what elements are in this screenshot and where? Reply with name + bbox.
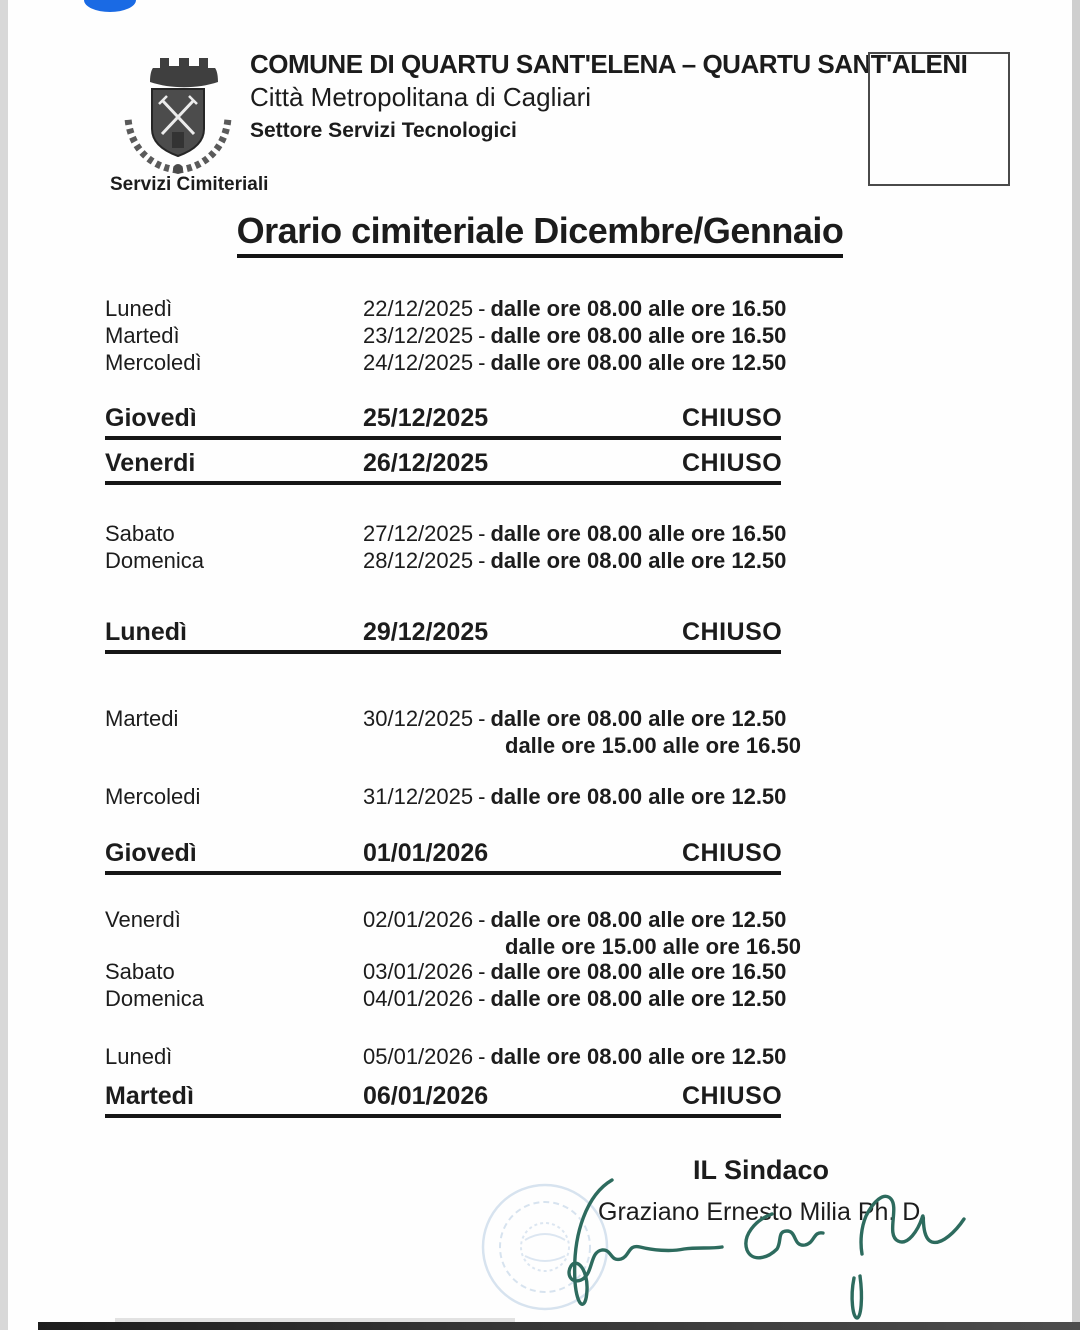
day-label: Domenica xyxy=(105,548,205,573)
signature-and-stamp xyxy=(470,1160,990,1328)
date-label: 27/12/2025 xyxy=(363,521,474,546)
date-label: 22/12/2025 xyxy=(363,296,474,321)
closed-underline xyxy=(105,436,781,440)
time-label: dalle ore 08.00 alle ore 16.50 xyxy=(490,323,787,348)
letterhead xyxy=(250,48,967,144)
date-label: 04/01/2026 xyxy=(363,986,474,1011)
document-title: Orario cimiteriale Dicembre/Gennaio xyxy=(0,210,1080,252)
separator: - xyxy=(478,521,486,546)
day-label: Sabato xyxy=(105,521,175,546)
time-label-2: dalle ore 15.00 alle ore 16.50 xyxy=(505,934,801,959)
office-label: Servizi Cimiteriali xyxy=(110,174,269,195)
day-label: Martedi xyxy=(105,706,179,731)
time-label: dalle ore 08.00 alle ore 16.50 xyxy=(490,959,787,984)
closed-badge: CHIUSO xyxy=(682,449,783,477)
separator: - xyxy=(478,296,486,321)
closed-underline xyxy=(105,481,781,485)
date-label: 26/12/2025 xyxy=(363,449,489,477)
date-label: 23/12/2025 xyxy=(363,323,474,348)
closed-underline xyxy=(105,871,781,875)
metropolitan-city-label: Città Metropolitana di Cagliari xyxy=(250,82,592,113)
day-label: Mercoledi xyxy=(105,784,201,809)
date-label: 28/12/2025 xyxy=(363,548,474,573)
date-label: 03/01/2026 xyxy=(363,959,474,984)
empty-stamp-box xyxy=(868,52,1010,186)
separator: - xyxy=(478,959,486,984)
day-label: Lunedì xyxy=(105,296,173,321)
municipality-name: COMUNE DI QUARTU SANT'ELENA – QUARTU SANT'ALENI xyxy=(250,49,968,79)
time-label: dalle ore 08.00 alle ore 16.50 xyxy=(490,521,787,546)
day-label: Giovedì xyxy=(105,404,197,432)
date-label: 31/12/2025 xyxy=(363,784,474,809)
day-label: Lunedì xyxy=(105,1044,173,1069)
date-label: 24/12/2025 xyxy=(363,350,474,375)
date-label: 01/01/2026 xyxy=(363,839,489,867)
time-label: dalle ore 08.00 alle ore 12.50 xyxy=(490,1044,787,1069)
time-label: dalle ore 08.00 alle ore 12.50 xyxy=(490,784,787,809)
closed-underline xyxy=(105,1114,781,1118)
closed-badge: CHIUSO xyxy=(682,1082,783,1110)
date-label: 05/01/2026 xyxy=(363,1044,474,1069)
time-label: dalle ore 08.00 alle ore 12.50 xyxy=(490,986,787,1011)
day-label: Venerdi xyxy=(105,449,196,477)
time-label: dalle ore 08.00 alle ore 12.50 xyxy=(490,350,787,375)
date-label: 29/12/2025 xyxy=(363,618,489,646)
time-label: dalle ore 08.00 alle ore 12.50 xyxy=(490,706,787,731)
date-label: 30/12/2025 xyxy=(363,706,474,731)
day-label: Venerdì xyxy=(105,907,181,932)
date-label: 06/01/2026 xyxy=(363,1082,489,1110)
cropped-blue-indicator xyxy=(84,0,136,12)
signature-role: IL Sindaco xyxy=(693,1155,830,1185)
separator: - xyxy=(478,548,486,573)
time-label: dalle ore 08.00 alle ore 16.50 xyxy=(490,296,787,321)
separator: - xyxy=(478,706,486,731)
day-label: Martedì xyxy=(105,1082,194,1110)
separator: - xyxy=(478,907,486,932)
day-label: Domenica xyxy=(105,986,205,1011)
time-label: dalle ore 08.00 alle ore 12.50 xyxy=(490,907,787,932)
page-right-edge xyxy=(1072,0,1080,1330)
day-label: Martedì xyxy=(105,323,180,348)
separator: - xyxy=(478,1044,486,1069)
cropped-dark-bar xyxy=(38,1322,1080,1330)
separator: - xyxy=(478,323,486,348)
time-label: dalle ore 08.00 alle ore 12.50 xyxy=(490,548,787,573)
date-label: 25/12/2025 xyxy=(363,404,489,432)
department-label: Settore Servizi Tecnologici xyxy=(250,118,517,142)
day-label: Sabato xyxy=(105,959,175,984)
day-label: Lunedì xyxy=(105,618,187,646)
closed-badge: CHIUSO xyxy=(682,839,783,867)
day-label: Giovedì xyxy=(105,839,197,867)
separator: - xyxy=(478,986,486,1011)
date-label: 02/01/2026 xyxy=(363,907,474,932)
closed-underline xyxy=(105,650,781,654)
signature-name: Graziano Ernesto Milia Ph. D. xyxy=(598,1198,928,1226)
closed-badge: CHIUSO xyxy=(682,618,783,646)
page-left-edge xyxy=(0,0,8,1330)
day-label: Mercoledì xyxy=(105,350,202,375)
time-label-2: dalle ore 15.00 alle ore 16.50 xyxy=(505,733,801,758)
separator: - xyxy=(478,350,486,375)
coat-of-arms-icon xyxy=(112,42,244,178)
signature-icon xyxy=(569,1180,964,1318)
closed-badge: CHIUSO xyxy=(682,404,783,432)
separator: - xyxy=(478,784,486,809)
